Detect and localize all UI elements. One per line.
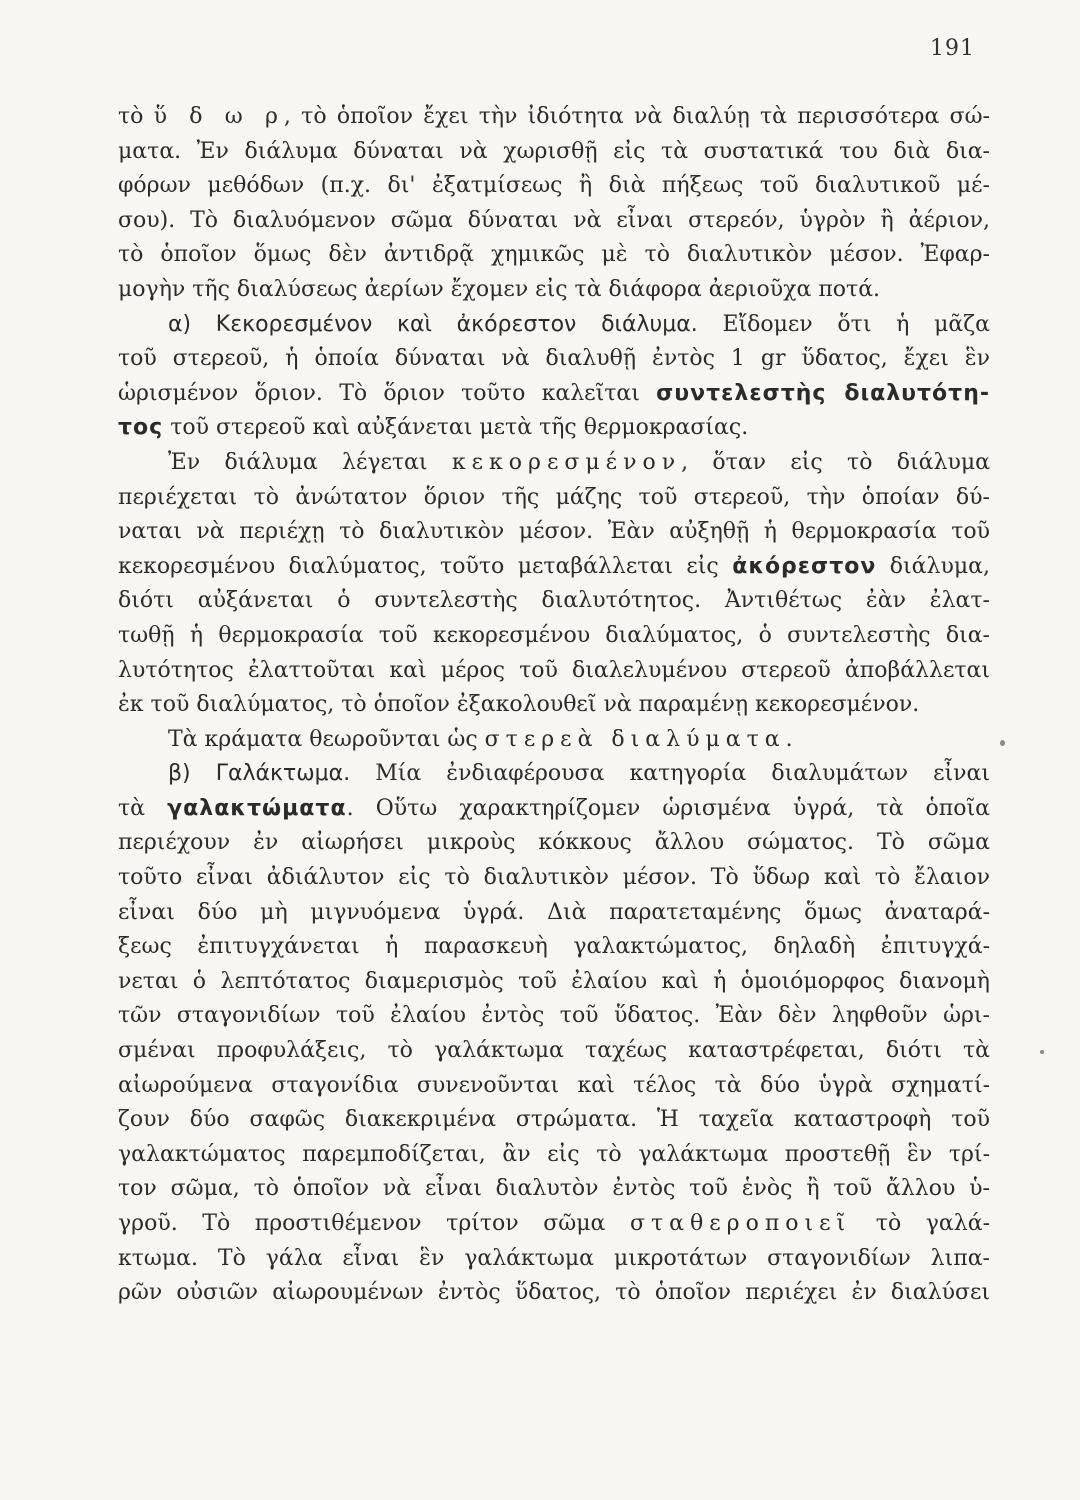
text-segment: , ὅταν εἰς τὸ διάλυμα <box>681 449 990 475</box>
text-line <box>118 515 990 550</box>
text-segment: λυτότητος ἐλαττοῦται καὶ μέρος τοῦ διαλελυμένου στερεοῦ ἀποβάλλεται <box>118 657 990 683</box>
text-line <box>118 965 990 1000</box>
text-line <box>118 1207 990 1242</box>
text-segment: νεται ὁ λεπτότατος διαμερισμὸς τοῦ ἐλαίου καὶ ἡ ὁμοιόμορφος διανομὴ <box>118 968 990 994</box>
section-heading: α) Κεκορεσμένον καὶ ἀκόρεστον διάλυμα. <box>168 311 698 337</box>
text-segment: τοῦτο εἶναι ἀδιάλυτον εἰς τὸ διαλυτικὸν μέσον. Τὸ ὕδωρ καὶ τὸ ἔλαιον <box>118 865 990 891</box>
text-segment: τον σῶμα, τὸ ὁποῖον νὰ εἶναι διαλυτὸν ἐντὸς τοῦ ἑνὸς ἢ τοῦ ἄλλου ὑ- <box>118 1176 990 1202</box>
text-segment: ὡρισμένον ὅριον. Τὸ ὅριον τοῦτο καλεῖται <box>118 380 657 406</box>
text-segment: ξεως ἐπιτυγχάνεται ἡ παρασκευὴ γαλακτώματος, δηλαδὴ ἐπιτυγχά- <box>118 934 990 960</box>
text-segment: αἰωρούμενα σταγονίδια συνενοῦνται καὶ τέλος τὰ δύο ὑγρὰ σχηματί- <box>118 1072 990 1098</box>
bold-term: γαλακτώματα <box>167 795 347 821</box>
bold-term: συντελεστὴς διαλυτότη- <box>656 380 990 406</box>
spaced-term: στερεὰ διαλύματα <box>484 726 786 752</box>
text-line <box>118 757 990 792</box>
text-segment: . Οὕτω χαρακτηρίζομεν ὡρισμένα ὑγρά, τὰ ὁποῖα <box>346 795 990 821</box>
text-line <box>118 1138 990 1173</box>
text-line <box>118 273 990 308</box>
text-line <box>118 135 990 170</box>
body-text <box>118 100 990 1311</box>
text-line <box>118 792 990 827</box>
text-line <box>118 550 990 585</box>
text-line <box>118 688 990 723</box>
text-segment: περιέχεται τὸ ἀνώτατον ὅριον τῆς μάζης τοῦ στερεοῦ, τὴν ὁποίαν δύ- <box>118 484 990 510</box>
text-segment: εἶναι δύο μὴ μιγνυόμενα ὑγρά. Διὰ παρατεταμένης ὅμως ἀναταρά- <box>118 899 990 925</box>
text-segment: Ἐν διάλυμα λέγεται <box>168 449 452 475</box>
scan-speck <box>1000 740 1005 746</box>
page-number: 191 <box>930 36 975 61</box>
scan-speck <box>1040 1050 1044 1054</box>
text-segment: σου). Τὸ διαλυόμενον σῶμα δύναται νὰ εἶναι στερεόν, ὑγρὸν ἢ ἀέριον, <box>118 207 990 233</box>
text-line <box>118 446 990 481</box>
text-segment: , τὸ ὁποῖον ἔχει τὴν ἰδιότητα νὰ διαλύῃ τὰ περισσότερα σώ- <box>283 104 990 129</box>
text-segment: ζουν δύο σαφῶς διακεκριμένα στρώματα. Ἡ ταχεῖα καταστροφὴ τοῦ <box>118 1107 990 1133</box>
text-segment: Τὰ κράματα θεωροῦνται ὡς <box>168 726 485 752</box>
text-segment: τῶν σταγονιδίων τοῦ ἐλαίου ἐντὸς τοῦ ὕδατος. Ἐὰν δὲν ληφθοῦν ὡρι- <box>118 1003 990 1029</box>
text-line <box>118 100 990 135</box>
text-segment: κεκορεσμένου διαλύματος, τοῦτο μεταβάλλεται εἰς <box>118 553 733 579</box>
text-segment: Μία ἐνδιαφέρουσα κατηγορία διαλυμάτων εἶναι <box>350 761 990 787</box>
text-line <box>118 481 990 516</box>
text-segment: ρῶν οὐσιῶν αἰωρουμένων ἐντὸς ὕδατος, τὸ ὁποῖον περιέχει ἐν διαλύσει <box>118 1280 990 1306</box>
text-segment: σμέναι προφυλάξεις, τὸ γαλάκτωμα ταχέως καταστρέφεται, διότι τὰ <box>118 1038 990 1064</box>
text-segment: γαλακτώματος παρεμποδίζεται, ἂν εἰς τὸ γαλάκτωμα προστεθῇ ἓν τρί- <box>118 1141 990 1167</box>
text-line <box>118 896 990 931</box>
text-line <box>118 1034 990 1069</box>
text-line <box>118 723 990 758</box>
text-line <box>118 619 990 654</box>
text-segment: κτωμα. Τὸ γάλα εἶναι ἓν γαλάκτωμα μικροτάτων σταγονιδίων λιπα- <box>118 1245 990 1271</box>
text-line <box>118 1242 990 1277</box>
section-heading: β) Γαλάκτωμα. <box>168 761 351 787</box>
text-line <box>118 930 990 965</box>
text-segment: διάλυμα, <box>876 553 990 579</box>
text-segment: μογὴν τῆς διαλύσεως ἀερίων ἔχομεν εἰς τὰ διάφορα ἀεριοῦχα ποτά. <box>118 276 881 302</box>
text-segment: Εἴδομεν ὅτι ἡ μᾶζα <box>697 311 990 337</box>
text-segment: φόρων μεθόδων (π.χ. δι' ἐξατμίσεως ἢ διὰ πήξεως τοῦ διαλυτικοῦ μέ- <box>118 173 990 199</box>
text-line <box>118 1172 990 1207</box>
text-line <box>118 999 990 1034</box>
text-segment: γροῦ. Τὸ προστιθέμενον τρίτον σῶμα <box>118 1211 630 1236</box>
text-segment: περιέχουν ἐν αἰωρήσει μικροὺς κόκκους ἄλλου σώματος. Τὸ σῶμα <box>118 830 990 856</box>
text-line <box>118 654 990 689</box>
text-line <box>118 342 990 377</box>
text-segment: τοῦ στερεοῦ καὶ αὐξάνεται μετὰ τῆς θερμοκρασίας. <box>163 415 749 441</box>
text-line <box>118 1069 990 1104</box>
spaced-term: κεκορεσμένον <box>451 449 682 475</box>
text-line <box>118 584 990 619</box>
text-line <box>118 826 990 861</box>
spaced-term: σταθεροποιεῖ <box>629 1211 852 1236</box>
text-segment: ἐκ τοῦ διαλύματος, τὸ ὁποῖον ἐξακολουθεῖ νὰ παραμένῃ κεκορεσμένον. <box>118 692 920 718</box>
text-line <box>118 238 990 273</box>
text-segment: τοῦ στερεοῦ, ἡ ὁποία δύναται νὰ διαλυθῇ ἐντὸς 1 gr ὕδατος, ἔχει ἓν <box>118 346 990 372</box>
text-line <box>118 1276 990 1311</box>
text-segment: ναται νὰ περιέχῃ τὸ διαλυτικὸν μέσον. Ἐὰν αὐξηθῇ ἡ θερμοκρασία τοῦ <box>118 519 990 545</box>
text-segment: τωθῇ ἡ θερμοκρασία τοῦ κεκορεσμένου διαλύματος, ὁ συντελεστὴς δια- <box>118 622 990 648</box>
text-line <box>118 1103 990 1138</box>
spaced-term: ὕ δ ω ρ <box>153 104 284 129</box>
text-segment: διότι αὐξάνεται ὁ συντελεστὴς διαλυτότητος. Ἀντιθέτως ἐὰν ἐλατ- <box>118 588 990 614</box>
text-line <box>118 411 990 446</box>
text-segment: τὰ <box>118 795 168 821</box>
text-segment: . <box>785 726 793 752</box>
text-line <box>118 169 990 204</box>
text-segment: ματα. Ἐν διάλυμα δύναται νὰ χωρισθῇ εἰς τὰ συστατικά του διὰ δια- <box>118 138 990 164</box>
text-line <box>118 377 990 412</box>
text-segment: τὸ γαλά- <box>851 1211 990 1236</box>
text-line <box>118 204 990 239</box>
bold-term: τος <box>118 415 164 441</box>
text-line <box>118 308 990 343</box>
bold-term: ἀκόρεστον <box>732 553 877 579</box>
text-segment: τὸ <box>118 104 154 129</box>
text-segment: τὸ ὁποῖον ὅμως δὲν ἀντιδρᾷ χημικῶς μὲ τὸ διαλυτικὸν μέσον. Ἐφαρ- <box>118 242 990 268</box>
text-line <box>118 861 990 896</box>
